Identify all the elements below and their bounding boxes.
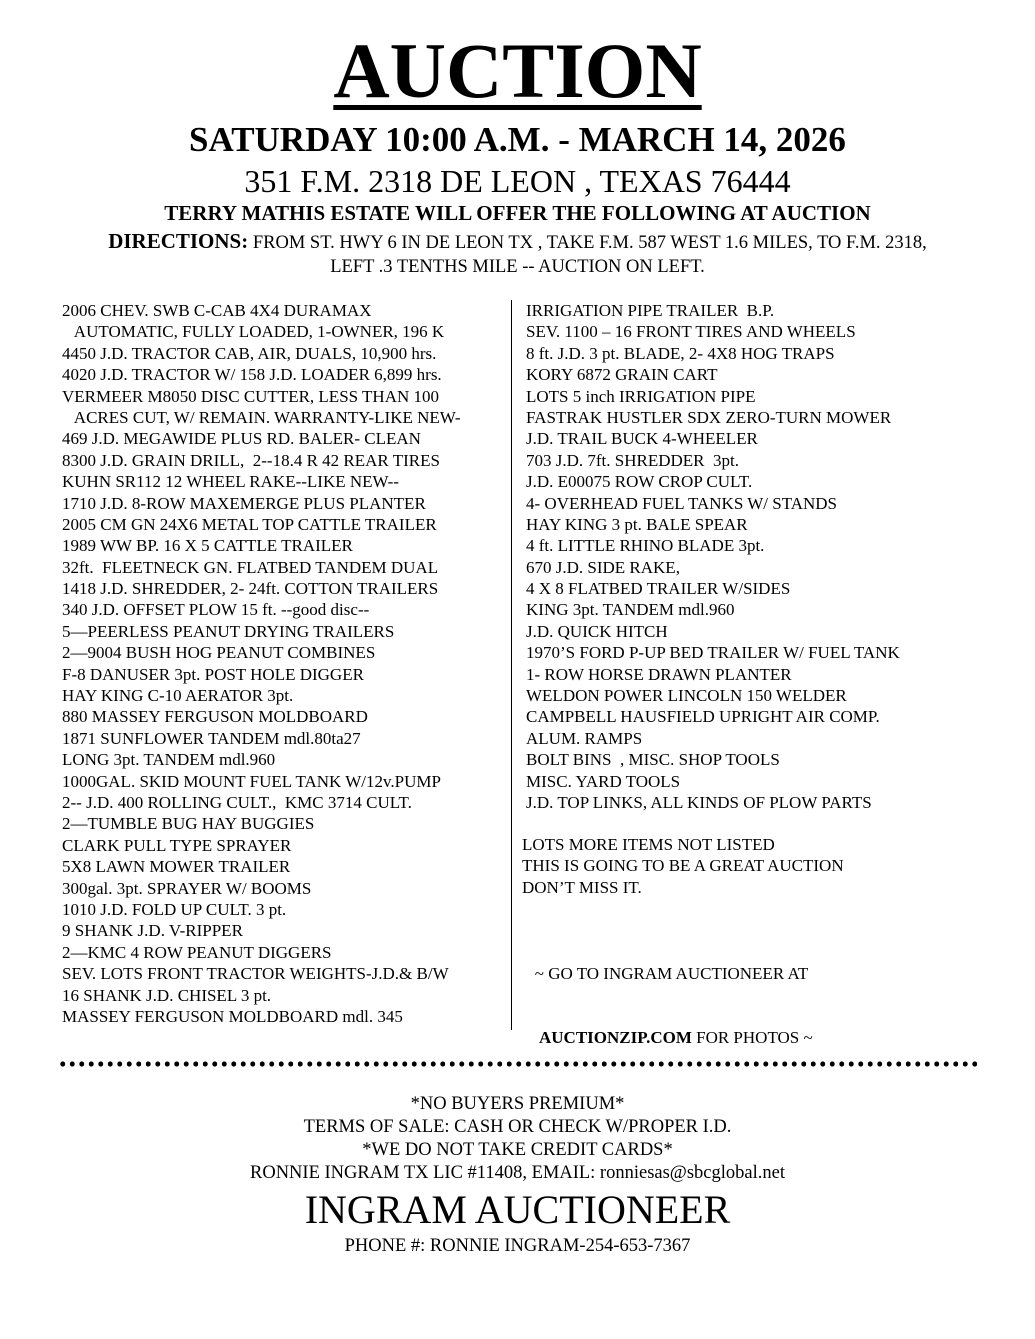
notes xyxy=(522,834,844,898)
auction-item: 4 X 8 FLATBED TRAILER W/SIDES xyxy=(526,579,791,599)
auction-item: 16 SHANK J.D. CHISEL 3 pt. xyxy=(62,985,272,1005)
right-item-list xyxy=(526,300,900,813)
auction-item: 2—KMC 4 ROW PEANUT DIGGERS xyxy=(62,942,332,962)
no-credit-cards: *WE DO NOT TAKE CREDIT CARDS* xyxy=(362,1140,673,1160)
auction-date: SATURDAY 10:00 A.M. - MARCH 14, 2026 xyxy=(189,120,846,159)
license-email: RONNIE INGRAM TX LIC #11408, EMAIL: ronniesas@sbcglobal.net xyxy=(250,1163,785,1183)
auction-item: IRRIGATION PIPE TRAILER B.P. xyxy=(526,301,775,320)
auction-item: ACRES CUT, W/ REMAIN. WARRANTY-LIKE NEW- xyxy=(62,407,461,427)
auction-item: 1710 J.D. 8-ROW MAXEMERGE PLUS PLANTER xyxy=(62,493,426,513)
photos-site: AUCTIONZIP.COM xyxy=(539,1028,692,1048)
auction-item: 32ft. FLEETNECK GN. FLATBED TANDEM DUAL xyxy=(62,557,439,577)
auction-item: KING 3pt. TANDEM mdl.960 xyxy=(526,600,735,620)
auction-item: 4020 J.D. TRACTOR W/ 158 J.D. LOADER 6,899 hrs. xyxy=(62,365,442,385)
auction-item: 469 J.D. MEGAWIDE PLUS RD. BALER- CLEAN xyxy=(62,429,421,449)
auction-item: J.D. TOP LINKS, ALL KINDS OF PLOW PARTS xyxy=(526,792,872,812)
auction-item: 8 ft. J.D. 3 pt. BLADE, 2- 4X8 HOG TRAPS xyxy=(526,343,835,363)
auction-item: 1000GAL. SKID MOUNT FUEL TANK W/12v.PUMP xyxy=(62,771,441,791)
auction-item: MISC. YARD TOOLS xyxy=(526,771,681,791)
auction-item: 4450 J.D. TRACTOR CAB, AIR, DUALS, 10,900 hrs. xyxy=(62,343,437,363)
page-title: AUCTION xyxy=(333,27,702,114)
no-premium: *NO BUYERS PREMIUM* xyxy=(410,1094,625,1114)
auction-item: VERMEER M8050 DISC CUTTER, LESS THAN 100 xyxy=(62,386,440,406)
auction-item: 1- ROW HORSE DRAWN PLANTER xyxy=(526,664,792,684)
auction-item: 880 MASSEY FERGUSON MOLDBOARD xyxy=(62,707,368,727)
auction-item: J.D. QUICK HITCH xyxy=(526,621,668,641)
photos-line-1: ~ GO TO INGRAM AUCTIONEER AT xyxy=(522,963,809,983)
directions xyxy=(0,229,1035,279)
auction-item: 2—TUMBLE BUG HAY BUGGIES xyxy=(62,814,315,834)
auction-item: 4 ft. LITTLE RHINO BLADE 3pt. xyxy=(526,536,765,556)
auction-item: 2—9004 BUSH HOG PEANUT COMBINES xyxy=(62,643,376,663)
auction-item: F-8 DANUSER 3pt. POST HOLE DIGGER xyxy=(62,664,364,684)
directions-label: DIRECTIONS: xyxy=(108,229,249,253)
auction-item: LOTS 5 inch IRRIGATION PIPE xyxy=(526,386,756,406)
dotted-divider xyxy=(58,1061,978,1067)
auction-item: 300gal. 3pt. SPRAYER W/ BOOMS xyxy=(62,878,312,898)
auction-address: 351 F.M. 2318 DE LEON , TEXAS 76444 xyxy=(244,163,791,199)
photos-note xyxy=(522,920,813,1070)
note-line: DON’T MISS IT. xyxy=(522,877,642,897)
auction-item: LONG 3pt. TANDEM mdl.960 xyxy=(62,750,276,770)
estate-line: TERRY MATHIS ESTATE WILL OFFER THE FOLLOWING AT AUCTION xyxy=(164,201,871,225)
note-line: LOTS MORE ITEMS NOT LISTED xyxy=(522,835,775,854)
auction-item: J.D. E00075 ROW CROP CULT. xyxy=(526,472,753,492)
auction-item: 1010 J.D. FOLD UP CULT. 3 pt. xyxy=(62,899,287,919)
photos-line-2-rest: FOR PHOTOS ~ xyxy=(691,1028,813,1048)
auction-item: 2005 CM GN 24X6 METAL TOP CATTLE TRAILER xyxy=(62,514,437,534)
auction-item: FASTRAK HUSTLER SDX ZERO-TURN MOWER xyxy=(526,407,892,427)
auction-item: 5—PEERLESS PEANUT DRYING TRAILERS xyxy=(62,621,395,641)
auction-item: CLARK PULL TYPE SPRAYER xyxy=(62,835,292,855)
auction-item: 1418 J.D. SHREDDER, 2- 24ft. COTTON TRAILERS xyxy=(62,579,439,599)
auction-item: HAY KING 3 pt. BALE SPEAR xyxy=(526,514,748,534)
phone-line: PHONE #: RONNIE INGRAM-254-653-7367 xyxy=(344,1236,691,1256)
auction-item: HAY KING C-10 AERATOR 3pt. xyxy=(62,686,294,706)
auction-item: SEV. LOTS FRONT TRACTOR WEIGHTS-J.D.& B/W xyxy=(62,964,449,984)
auction-item: 340 J.D. OFFSET PLOW 15 ft. --good disc-- xyxy=(62,600,370,620)
auction-item: 8300 J.D. GRAIN DRILL, 2--18.4 R 42 REAR TIRES xyxy=(62,450,440,470)
company-name: INGRAM AUCTIONEER xyxy=(304,1187,731,1232)
auction-item: 5X8 LAWN MOWER TRAILER xyxy=(62,857,291,877)
auction-item: 2006 CHEV. SWB C-CAB 4X4 DURAMAX xyxy=(62,301,372,320)
auction-item: MASSEY FERGUSON MOLDBOARD mdl. 345 xyxy=(62,1006,403,1026)
auction-item: 1989 WW BP. 16 X 5 CATTLE TRAILER xyxy=(62,536,353,556)
auction-item: 9 SHANK J.D. V-RIPPER xyxy=(62,921,243,941)
column-divider xyxy=(511,300,512,1030)
photos-line-2 xyxy=(522,1027,813,1048)
auction-item: 2-- J.D. 400 ROLLING CULT., KMC 3714 CULT. xyxy=(62,792,412,812)
auction-item: WELDON POWER LINCOLN 150 WELDER xyxy=(526,686,847,706)
auction-item: BOLT BINS , MISC. SHOP TOOLS xyxy=(526,750,780,770)
auction-item: 1871 SUNFLOWER TANDEM mdl.80ta27 xyxy=(62,728,361,748)
terms-of-sale: TERMS OF SALE: CASH OR CHECK W/PROPER I.D. xyxy=(303,1117,732,1137)
auction-item: J.D. TRAIL BUCK 4-WHEELER xyxy=(526,429,758,449)
auction-item: AUTOMATIC, FULLY LOADED, 1-OWNER, 196 K xyxy=(62,322,445,342)
auction-item: 670 J.D. SIDE RAKE, xyxy=(526,557,680,577)
note-line: THIS IS GOING TO BE A GREAT AUCTION xyxy=(522,856,844,876)
auction-item: ALUM. RAMPS xyxy=(526,728,643,748)
auction-item: 4- OVERHEAD FUEL TANKS W/ STANDS xyxy=(526,493,837,513)
auction-item: SEV. 1100 – 16 FRONT TIRES AND WHEELS xyxy=(526,322,856,342)
left-item-list xyxy=(62,300,461,1027)
auction-item: 1970’S FORD P-UP BED TRAILER W/ FUEL TANK xyxy=(526,643,900,663)
directions-line-1: FROM ST. HWY 6 IN DE LEON TX , TAKE F.M. 587 WEST 1.6 MILES, TO F.M. 2318, xyxy=(252,233,927,253)
auction-item: KUHN SR112 12 WHEEL RAKE--LIKE NEW-- xyxy=(62,472,399,492)
directions-line-2: LEFT .3 TENTHS MILE -- AUCTION ON LEFT. xyxy=(330,257,705,277)
auction-item: CAMPBELL HAUSFIELD UPRIGHT AIR COMP. xyxy=(526,707,880,727)
auction-item: KORY 6872 GRAIN CART xyxy=(526,365,718,385)
auction-item: 703 J.D. 7ft. SHREDDER 3pt. xyxy=(526,450,739,470)
